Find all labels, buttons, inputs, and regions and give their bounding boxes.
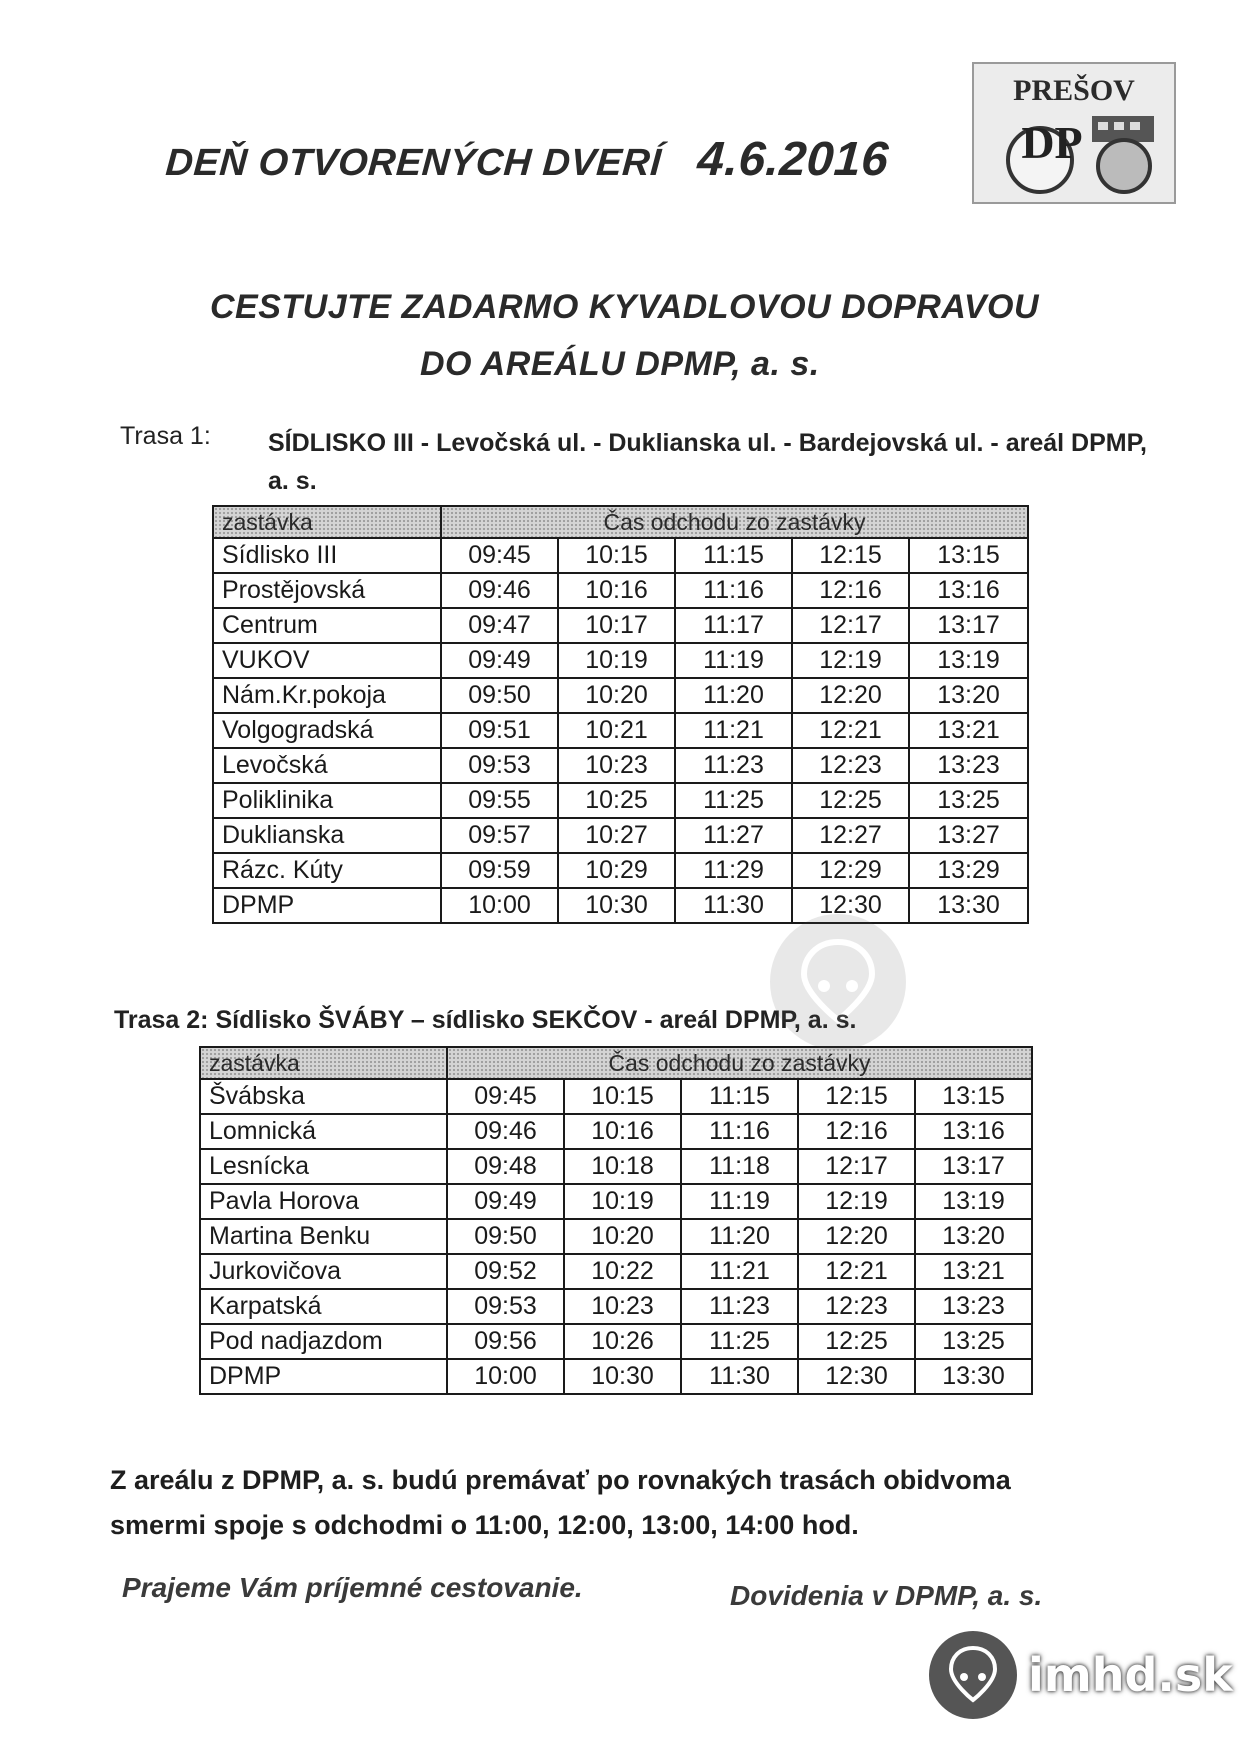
stop-name: Pavla Horova <box>200 1184 447 1219</box>
stop-name: Poliklinika <box>213 783 441 818</box>
route2-timetable <box>199 1046 1033 1395</box>
stop-name: Martina Benku <box>200 1219 447 1254</box>
departure-time: 10:25 <box>558 783 675 818</box>
table-row <box>213 713 1028 748</box>
departure-time: 13:23 <box>915 1289 1032 1324</box>
stop-name: Pod nadjazdom <box>200 1324 447 1359</box>
departure-time: 12:15 <box>792 538 909 573</box>
route1-description: SÍDLISKO III - Levočská ul. - Duklianska ul. - Bardejovská ul. - areál DPMP, a. s. <box>268 429 1147 495</box>
imhd-watermark <box>928 1630 1233 1720</box>
watermark-icon <box>768 912 908 1052</box>
departure-time: 13:27 <box>909 818 1028 853</box>
departure-time: 09:48 <box>447 1149 564 1184</box>
table-row <box>200 1219 1032 1254</box>
departure-time: 09:45 <box>441 538 558 573</box>
stop-column-header: zastávka <box>200 1047 447 1079</box>
departure-time: 10:21 <box>558 713 675 748</box>
departure-time: 10:30 <box>564 1359 681 1394</box>
departure-time: 10:16 <box>564 1114 681 1149</box>
subtitle-line-2: DO AREÁLU DPMP, a. s. <box>420 345 820 383</box>
departure-time: 11:18 <box>681 1149 798 1184</box>
departure-time: 09:53 <box>447 1289 564 1324</box>
departure-time: 09:52 <box>447 1254 564 1289</box>
closing-farewell: Dovidenia v DPMP, a. s. <box>730 1580 1043 1611</box>
departure-time: 10:20 <box>564 1219 681 1254</box>
departure-time: 11:30 <box>681 1359 798 1394</box>
departure-time: 10:27 <box>558 818 675 853</box>
departure-time: 13:21 <box>915 1254 1032 1289</box>
departure-time: 09:53 <box>441 748 558 783</box>
table-row <box>213 573 1028 608</box>
departure-time: 11:20 <box>681 1219 798 1254</box>
departure-time: 11:16 <box>675 573 792 608</box>
stop-name: Volgogradská <box>213 713 441 748</box>
departure-time: 11:19 <box>681 1184 798 1219</box>
route1-rows <box>213 538 1028 923</box>
departure-time: 10:19 <box>564 1184 681 1219</box>
logo-brand: DP <box>1021 117 1083 168</box>
stop-name: Duklianska <box>213 818 441 853</box>
departure-time: 10:22 <box>564 1254 681 1289</box>
stop-name: Jurkovičova <box>200 1254 447 1289</box>
departure-time: 12:19 <box>792 643 909 678</box>
departure-time: 13:17 <box>915 1149 1032 1184</box>
dpmp-logo <box>972 62 1176 204</box>
stop-name: Lomnická <box>200 1114 447 1149</box>
departure-time: 13:25 <box>915 1324 1032 1359</box>
departure-time: 11:23 <box>675 748 792 783</box>
departure-time: 11:17 <box>675 608 792 643</box>
table-row <box>200 1079 1032 1114</box>
table-row <box>213 783 1028 818</box>
departure-time: 09:50 <box>441 678 558 713</box>
stop-name: DPMP <box>200 1359 447 1394</box>
departure-time: 09:51 <box>441 713 558 748</box>
table-row <box>213 538 1028 573</box>
departure-time: 09:47 <box>441 608 558 643</box>
departure-time: 12:25 <box>798 1324 915 1359</box>
departure-time: 13:16 <box>909 573 1028 608</box>
departure-time: 13:30 <box>915 1359 1032 1394</box>
departure-time: 12:30 <box>798 1359 915 1394</box>
departure-time: 09:56 <box>447 1324 564 1359</box>
departure-time: 11:20 <box>675 678 792 713</box>
departure-time: 10:19 <box>558 643 675 678</box>
departure-time: 12:20 <box>792 678 909 713</box>
departure-time: 12:15 <box>798 1079 915 1114</box>
departure-time: 13:30 <box>909 888 1028 923</box>
departure-time: 09:46 <box>447 1114 564 1149</box>
table-row <box>213 853 1028 888</box>
departure-time: 11:21 <box>681 1254 798 1289</box>
departure-time: 09:45 <box>447 1079 564 1114</box>
table-row <box>200 1289 1032 1324</box>
departure-time: 13:25 <box>909 783 1028 818</box>
logo-city: PREŠOV <box>1013 74 1135 107</box>
departure-time: 13:19 <box>909 643 1028 678</box>
departure-time: 13:20 <box>915 1219 1032 1254</box>
departure-time: 12:20 <box>798 1219 915 1254</box>
stop-name: Levočská <box>213 748 441 783</box>
departure-time: 11:25 <box>675 783 792 818</box>
departure-time: 12:23 <box>798 1289 915 1324</box>
departure-time: 11:19 <box>675 643 792 678</box>
departure-time: 13:29 <box>909 853 1028 888</box>
imhd-logo-icon <box>928 1630 1018 1720</box>
stop-name: Nám.Kr.pokoja <box>213 678 441 713</box>
table-row <box>200 1254 1032 1289</box>
return-service-note: Z areálu z DPMP, a. s. budú premávať po rovnakých trasách obidvoma smermi spoje s odchodmi o 11:00, 12:00, 13:00, 14:00 hod. <box>110 1465 1011 1540</box>
subtitle-line-1: CESTUJTE ZADARMO KYVADLOVOU DOPRAVOU <box>210 288 1040 326</box>
stop-name: Prostějovská <box>213 573 441 608</box>
departure-time: 13:23 <box>909 748 1028 783</box>
departure-time: 09:50 <box>447 1219 564 1254</box>
departure-time: 13:17 <box>909 608 1028 643</box>
departure-time: 12:30 <box>792 888 909 923</box>
stop-name: VUKOV <box>213 643 441 678</box>
stop-name: Sídlisko III <box>213 538 441 573</box>
departure-time: 11:25 <box>681 1324 798 1359</box>
departure-time: 11:27 <box>675 818 792 853</box>
times-column-header: Čas odchodu zo zastávky <box>447 1047 1032 1079</box>
table-row <box>200 1184 1032 1219</box>
departure-time: 12:27 <box>792 818 909 853</box>
departure-time: 11:21 <box>675 713 792 748</box>
route1-timetable <box>212 505 1029 924</box>
departure-time: 12:21 <box>792 713 909 748</box>
departure-time: 10:26 <box>564 1324 681 1359</box>
departure-time: 13:16 <box>915 1114 1032 1149</box>
stop-name: Rázc. Kúty <box>213 853 441 888</box>
table-row <box>200 1149 1032 1184</box>
table-header-row <box>213 506 1028 538</box>
departure-time: 13:19 <box>915 1184 1032 1219</box>
page-title <box>164 132 890 187</box>
departure-time: 10:18 <box>564 1149 681 1184</box>
departure-time: 09:49 <box>447 1184 564 1219</box>
departure-time: 10:15 <box>558 538 675 573</box>
departure-time: 09:49 <box>441 643 558 678</box>
departure-time: 13:15 <box>915 1079 1032 1114</box>
departure-time: 12:19 <box>798 1184 915 1219</box>
table-row <box>200 1324 1032 1359</box>
closing-greeting: Prajeme Vám príjemné cestovanie. <box>122 1572 583 1603</box>
departure-time: 09:59 <box>441 853 558 888</box>
departure-time: 10:29 <box>558 853 675 888</box>
stop-name: Karpatská <box>200 1289 447 1324</box>
departure-time: 11:23 <box>681 1289 798 1324</box>
departure-time: 12:17 <box>798 1149 915 1184</box>
table-row <box>213 678 1028 713</box>
departure-time: 09:57 <box>441 818 558 853</box>
title-text: DEŇ OTVORENÝCH DVERÍ <box>164 142 663 184</box>
departure-time: 10:16 <box>558 573 675 608</box>
departure-time: 13:21 <box>909 713 1028 748</box>
departure-time: 12:25 <box>792 783 909 818</box>
stop-name: Lesnícka <box>200 1149 447 1184</box>
departure-time: 10:15 <box>564 1079 681 1114</box>
departure-time: 12:17 <box>792 608 909 643</box>
departure-time: 10:20 <box>558 678 675 713</box>
departure-time: 10:30 <box>558 888 675 923</box>
departure-time: 12:16 <box>798 1114 915 1149</box>
departure-time: 11:29 <box>675 853 792 888</box>
departure-time: 13:20 <box>909 678 1028 713</box>
event-date: 4.6.2016 <box>695 133 891 186</box>
stop-column-header: zastávka <box>213 506 441 538</box>
table-row <box>213 608 1028 643</box>
departure-time: 12:16 <box>792 573 909 608</box>
departure-time: 11:16 <box>681 1114 798 1149</box>
table-row <box>213 818 1028 853</box>
route2-rows <box>200 1079 1032 1394</box>
logo-graphic <box>974 64 1174 202</box>
departure-time: 09:55 <box>441 783 558 818</box>
route2-label: Trasa 2: Sídlisko ŠVÁBY – sídlisko SEKČOV - areál DPMP, a. s. <box>114 1006 857 1034</box>
departure-time: 11:15 <box>675 538 792 573</box>
departure-time: 10:00 <box>441 888 558 923</box>
departure-time: 12:23 <box>792 748 909 783</box>
departure-time: 10:17 <box>558 608 675 643</box>
table-row <box>200 1114 1032 1149</box>
departure-time: 12:29 <box>792 853 909 888</box>
stop-name: Centrum <box>213 608 441 643</box>
departure-time: 11:30 <box>675 888 792 923</box>
departure-time: 09:46 <box>441 573 558 608</box>
table-row <box>213 643 1028 678</box>
stop-name: Švábska <box>200 1079 447 1114</box>
departure-time: 12:21 <box>798 1254 915 1289</box>
departure-time: 13:15 <box>909 538 1028 573</box>
stop-name: DPMP <box>213 888 441 923</box>
departure-time: 10:00 <box>447 1359 564 1394</box>
departure-time: 11:15 <box>681 1079 798 1114</box>
times-column-header: Čas odchodu zo zastávky <box>441 506 1028 538</box>
route1-label: Trasa 1: <box>120 422 211 450</box>
departure-time: 10:23 <box>564 1289 681 1324</box>
table-row <box>213 748 1028 783</box>
departure-time: 10:23 <box>558 748 675 783</box>
watermark-site: imhd.sk <box>1028 1648 1233 1702</box>
table-row <box>200 1359 1032 1394</box>
